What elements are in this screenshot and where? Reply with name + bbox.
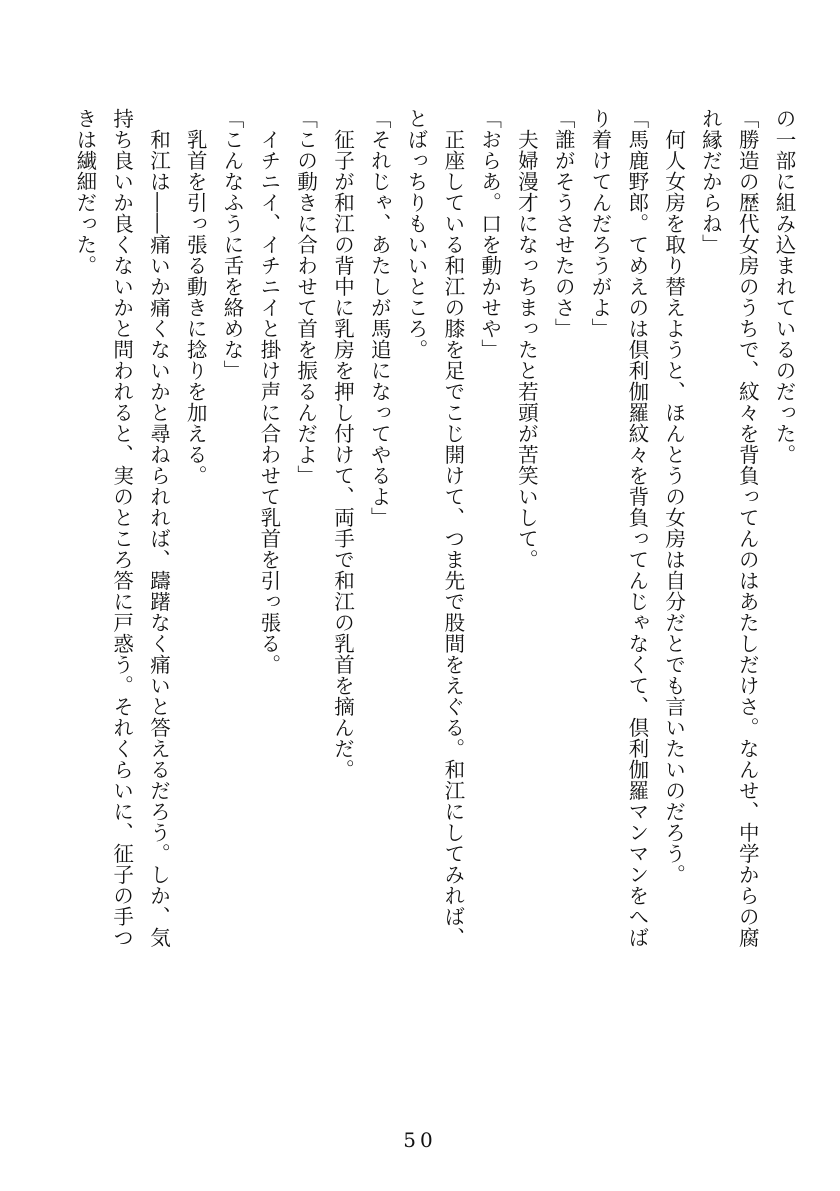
text-line: れ縁だからね」	[698, 108, 723, 255]
text-line: イチニイ、イチニイと掛け声に合わせて乳首を引っ張る。	[256, 108, 281, 675]
text-line: 「勝造の歴代女房のうちで、紋々を背負ってんのはあたしだけさ。なんせ、中学からの腐	[735, 108, 760, 948]
text-line: 「それじゃ、あたしが馬追になってやるよ」	[367, 108, 392, 528]
text-line: り着けてんだろうがよ」	[588, 108, 613, 339]
text-line: 「誰がそうさせたのさ」	[551, 108, 576, 339]
text-line: 和江は――痛いか痛くないかと尋ねられれば、躊躇なく痛いと答えるだろう。しか、気	[146, 108, 171, 948]
text-line: 「こんなふうに舌を絡めな」	[220, 108, 245, 381]
text-line: 乳首を引っ張る動きに捻りを加える。	[183, 108, 208, 486]
body-text	[30, 108, 802, 1008]
text-line: 何人女房を取り替えようと、ほんとうの女房は自分だとでも言いたいのだろう。	[661, 108, 686, 885]
text-line: 征子が和江の背中に乳房を押し付けて、両手で和江の乳首を摘んだ。	[330, 108, 355, 780]
text-line: 夫婦漫才になっちまったと若頭が苦笑いして。	[514, 108, 539, 570]
text-line: の一部に組み込まれているのだった。	[772, 108, 796, 465]
text-line: とばっちりもいいところ。	[404, 108, 429, 360]
text-line: 持ち良いか良くないかと問われると、実のところ答に戸惑う。それくらいに、征子の手つ	[109, 108, 134, 948]
page-number: 50	[403, 1128, 437, 1152]
text-line: 「この動きに合わせて首を振るんだよ」	[293, 108, 318, 486]
text-line: 正座している和江の膝を足でこじ開けて、つま先で股間をえぐる。和江にしてみれば、	[440, 108, 465, 948]
text-line: 「馬鹿野郎。てめえのは倶利伽羅紋々を背負ってんじゃなくて、倶利伽羅マンマンをへば	[624, 108, 649, 948]
text-line: きは繊細だった。	[72, 108, 97, 276]
text-line: 「おらあ。口を動かせや」	[477, 108, 502, 360]
